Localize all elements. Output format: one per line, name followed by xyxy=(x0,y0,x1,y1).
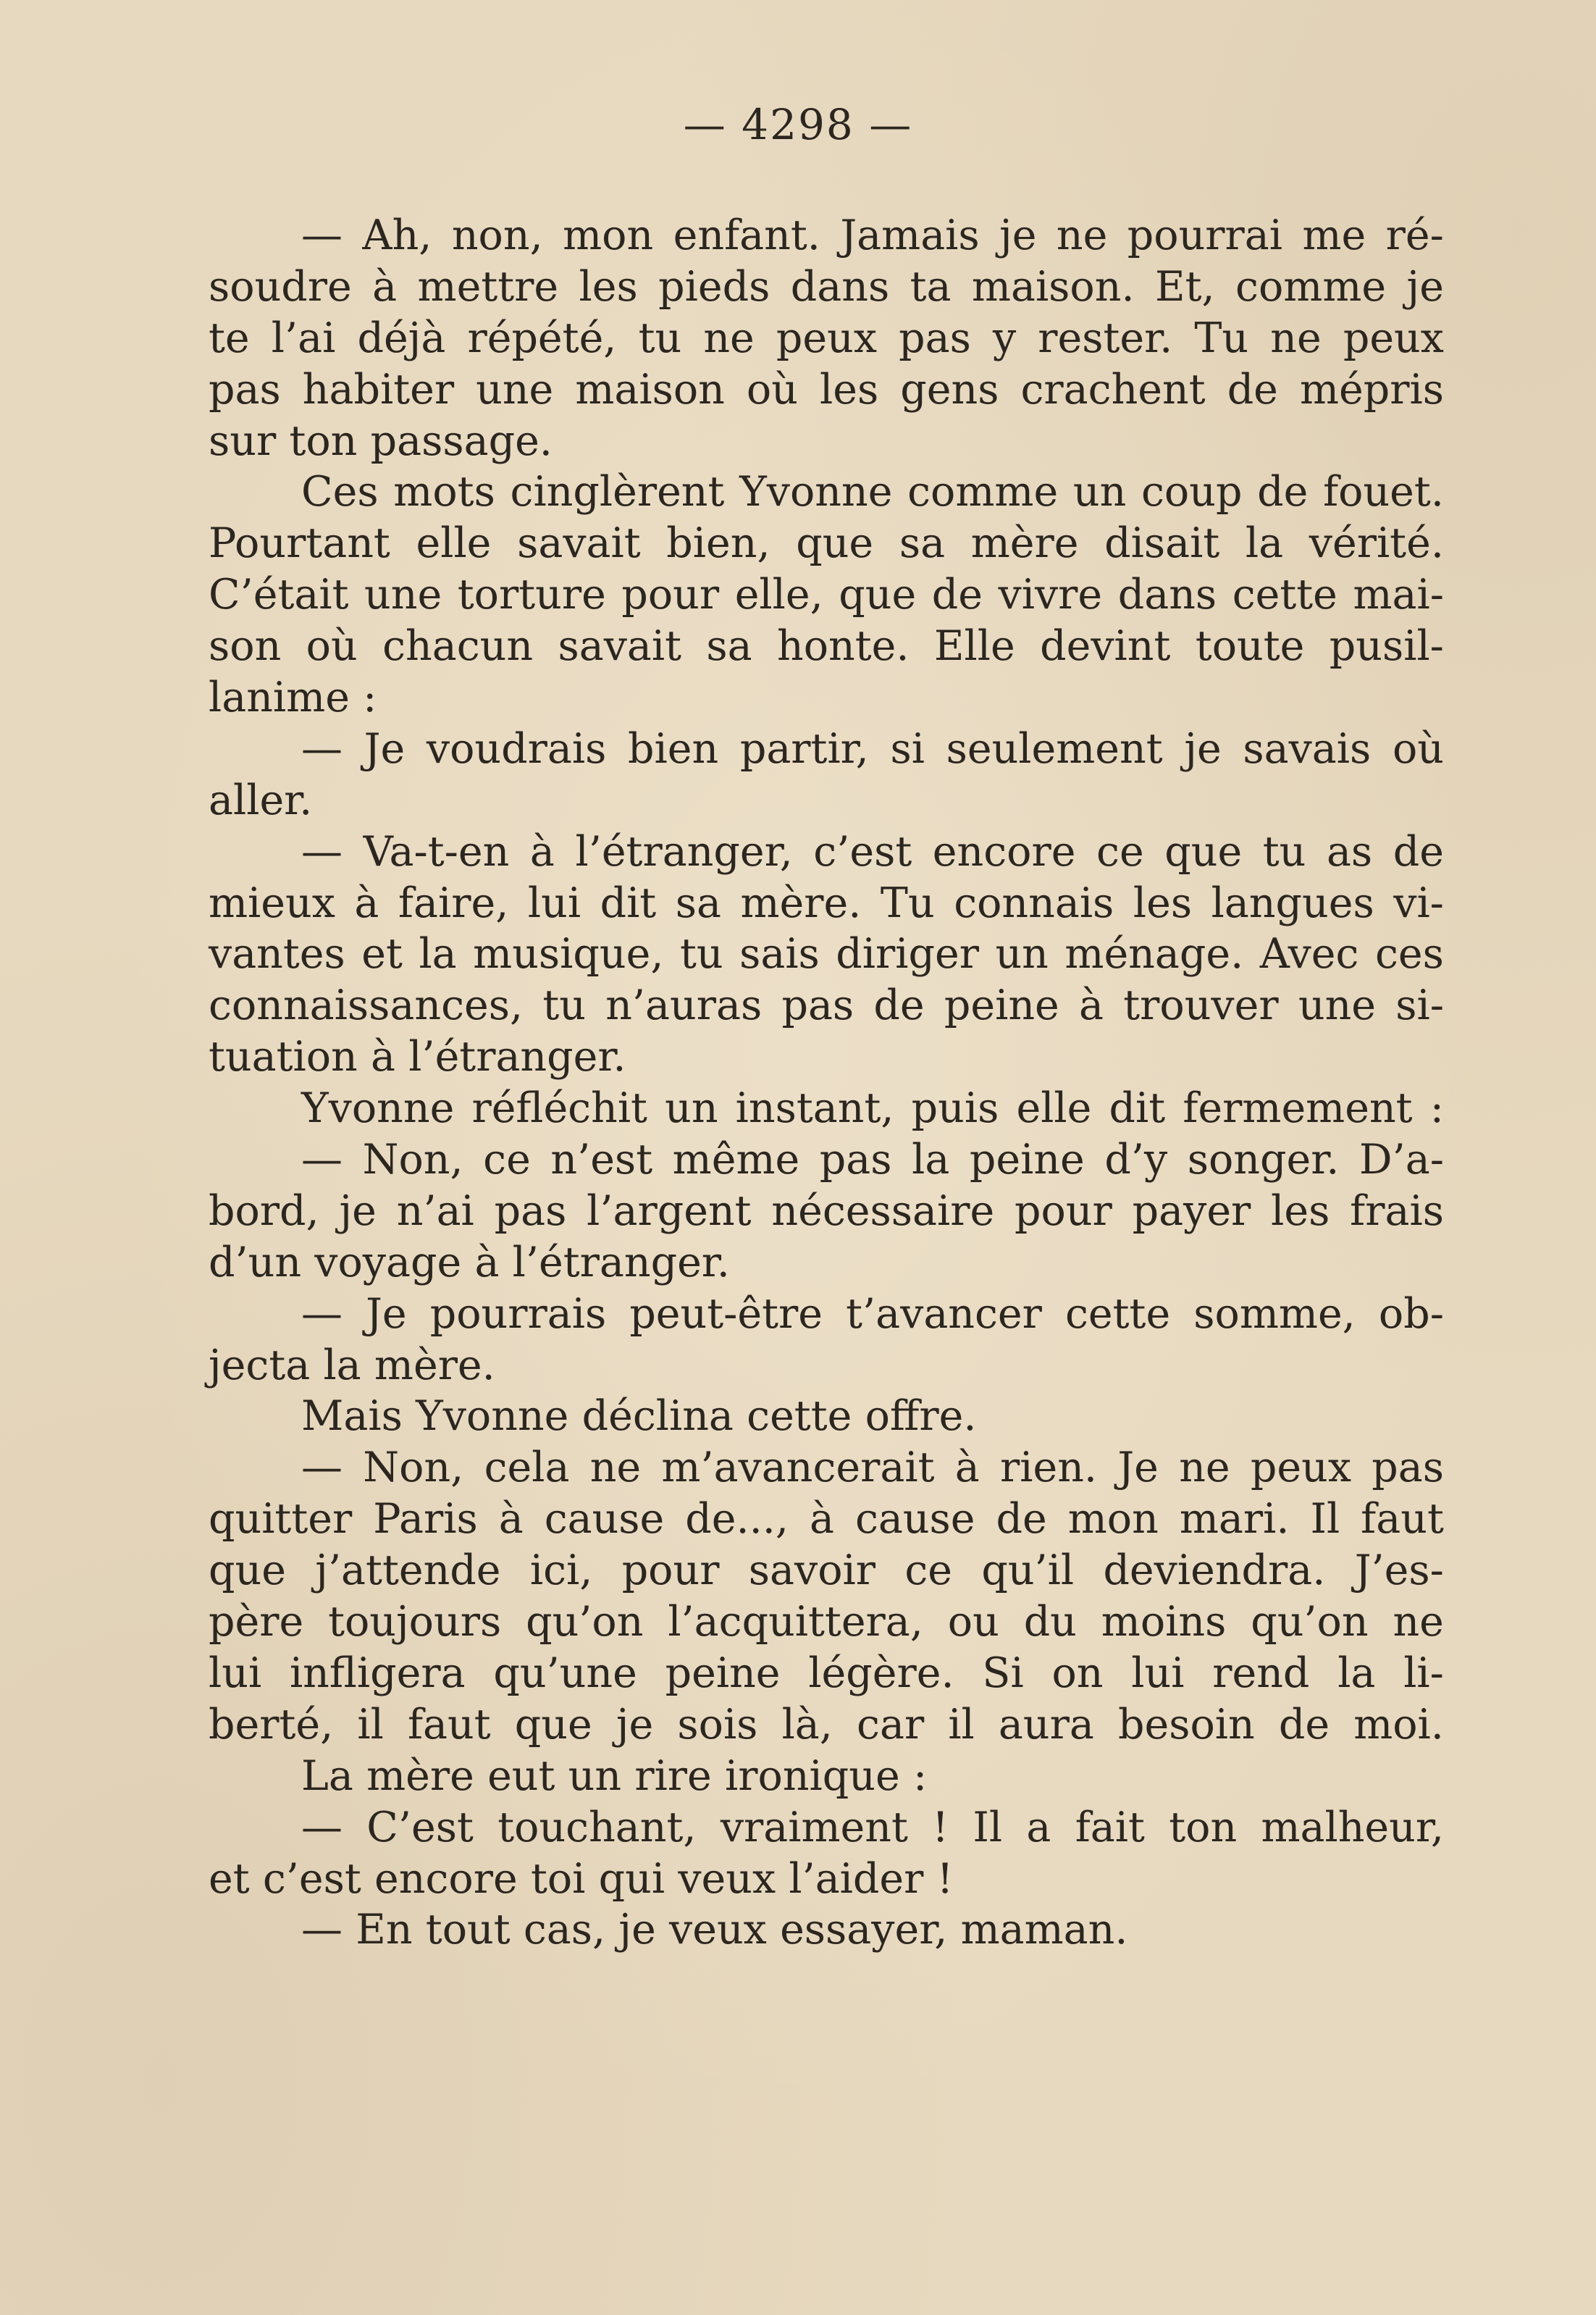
text-line: lanime : xyxy=(209,674,377,722)
text-line: vantes et la musique, tu sais diriger un ménage. Avec ces xyxy=(209,930,1444,979)
text-line: bord, je n’ai pas l’argent nécessaire pour payer les frais xyxy=(209,1186,1444,1235)
text-line: — Ah, non, mon enfant. Jamais je ne pourrai me ré- xyxy=(301,212,1444,259)
text-line: La mère eut un rire ironique : xyxy=(301,1751,928,1800)
text-line: te l’ai déjà répété, tu ne peux pas y rester. Tu ne peux xyxy=(209,314,1444,362)
text-line: tuation à l’étranger. xyxy=(209,1033,626,1081)
text-line: connaissances, tu n’auras pas de peine à trouver une si- xyxy=(209,981,1444,1030)
text-line: — Je voudrais bien partir, si seulement je savais où xyxy=(301,724,1444,773)
text-line: quitter Paris à cause de..., à cause de mon mari. Il faut xyxy=(209,1495,1444,1544)
body-text xyxy=(209,210,1444,1956)
text-line: son où chacun savait sa honte. Elle devint toute pusil- xyxy=(209,622,1444,671)
text-line: sur ton passage. xyxy=(209,416,553,465)
text-line: — Non, cela ne m’avancerait à rien. Je ne peux pas xyxy=(301,1444,1444,1492)
text-line: Mais Yvonne déclina cette offre. xyxy=(301,1392,977,1441)
text-line: — C’est touchant, vraiment ! Il a fait ton malheur, xyxy=(301,1803,1444,1851)
text-line: soudre à mettre les pieds dans ta maison. Et, comme je xyxy=(209,262,1444,311)
text-line: jecta la mère. xyxy=(209,1341,495,1389)
text-line: Pourtant elle savait bien, que sa mère disait la vérité. xyxy=(209,519,1444,568)
text-line: lui infligera qu’une peine légère. Si on lui rend la li- xyxy=(209,1649,1444,1697)
text-line: d’un voyage à l’étranger. xyxy=(209,1238,730,1286)
text-line: et c’est encore toi qui veux l’aider ! xyxy=(209,1854,954,1903)
text-line: mieux à faire, lui dit sa mère. Tu connais les langues vi- xyxy=(209,879,1444,927)
text-line: Ces mots cinglèrent Yvonne comme un coup de fouet. xyxy=(301,468,1444,516)
text-line: — Va-t-en à l’étranger, c’est encore ce que tu as de xyxy=(301,827,1444,876)
text-line: que j’attende ici, pour savoir ce qu’il deviendra. J’es- xyxy=(209,1546,1444,1595)
text-line: pas habiter une maison où les gens crachent de mépris xyxy=(209,365,1444,414)
text-line: père toujours qu’on l’acquittera, ou du moins qu’on ne xyxy=(209,1598,1444,1646)
text-line: Yvonne réfléchit un instant, puis elle dit fermement : xyxy=(301,1084,1444,1133)
text-line: aller. xyxy=(209,776,313,824)
text-line: C’était une torture pour elle, que de vivre dans cette mai- xyxy=(209,571,1444,619)
text-line: berté, il faut que je sois là, car il aura besoin de moi. xyxy=(209,1700,1444,1749)
text-line: — Je pourrais peut-être t’avancer cette somme, ob- xyxy=(301,1289,1444,1338)
page-number: — 4298 — xyxy=(683,100,913,149)
text-line: — Non, ce n’est même pas la peine d’y songer. D’a- xyxy=(301,1136,1444,1184)
text-line: — En tout cas, je veux essayer, maman. xyxy=(301,1906,1128,1954)
